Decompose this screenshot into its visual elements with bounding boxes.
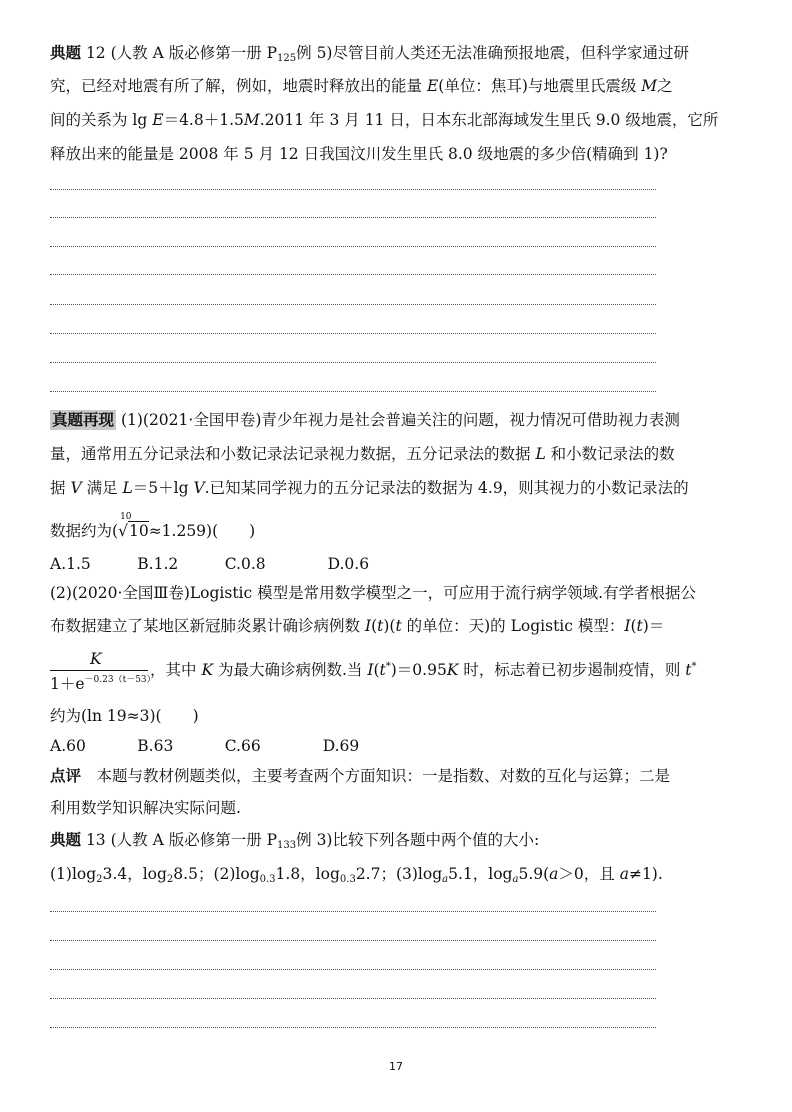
answer-line	[50, 911, 656, 912]
real-q2-line-3: ，其中 K 为最大确诊病例数.当 I(t*)＝0.95K 时，标志着已初步遏制疫情，则 t*	[150, 661, 697, 679]
page-number: 17	[389, 1060, 403, 1073]
real-q1-line-1: 真题再现 (1)(2021·全国甲卷)青少年视力是社会普遍关注的问题，视力情况可借助视力表测	[52, 411, 680, 429]
answer-line	[50, 246, 656, 247]
example-13-line-2: $(1)\log_23.4$，$\log_28.5$；$(2)\log_{0.3}1.8$，$\log_{0.3}2.7$；$(3)\log_a5.1$，$\log_a5.9(a>0$，且 a≠1).	[50, 865, 663, 885]
answer-line	[50, 1027, 656, 1028]
real-q1-options: A.1.5 B.1.2 C.0.8 D.0.6	[50, 555, 370, 573]
comment-line-2: 利用数学知识解决实际问题.	[50, 799, 241, 817]
real-q1-line-3: 据 V 满足 L＝5＋lg V.已知某同学视力的五分记录法的数据为 4.9，则其视力的小数记录法的	[50, 479, 689, 497]
answer-line	[50, 969, 656, 970]
real-q1-line-2: 量，通常用五分记录法和小数记录法记录视力数据，五分记录法的数据 L 和小数记录法的数	[50, 445, 675, 463]
real-q2-options: A.60 B.63 C.66 D.69	[50, 737, 360, 755]
answer-line	[50, 217, 656, 218]
answer-line	[50, 304, 656, 305]
fraction-denominator: $1+e^{-0.23(t-53)}$	[50, 675, 156, 693]
answer-line	[50, 998, 656, 999]
real-q2-line-2: 布数据建立了某地区新冠肺炎累计确诊病例数 I(t)(t 的单位：天)的 Logistic 模型：I(t)＝	[50, 617, 665, 635]
example-12-line-2: 究，已经对地震有所了解，例如，地震时释放出的能量 E(单位：焦耳)与地震里氏震级 M之	[50, 77, 673, 95]
comment-line-1: 点评 本题与教材例题类似，主要考查两个方面知识：一是指数、对数的互化与运算；二是	[50, 767, 671, 785]
example-12-line-4: 释放出来的能量是 2008 年 5 月 12 日我国汶川发生里氏 8.0 级地震的多少倍(精确到 1)?	[50, 145, 668, 163]
answer-line	[50, 362, 656, 363]
answer-line	[50, 189, 656, 190]
answer-line	[50, 940, 656, 941]
fraction-bar	[50, 670, 148, 671]
example-12-label: 典题	[50, 44, 82, 62]
example-12-line-3: 间的关系为 lg E＝4.8＋1.5M.2011 年 3 月 11 日，日本东北部海域发生里氏 9.0 级地震，它所	[50, 111, 719, 129]
example-13-line-1: 典题 13 (人教 A 版必修第一册 $P_{133}$例 3)比较下列各题中两个值的大小:	[50, 831, 540, 851]
example-13-label: 典题	[50, 831, 82, 849]
real-q1-line-4: 数据约为( 10 √10≈1.259)( )	[50, 512, 256, 540]
real-q2-line-1: (2)(2020·全国Ⅲ卷)Logistic 模型是常用数学模型之一，可应用于流行病学领域.有学者根据公	[50, 584, 697, 602]
answer-line	[50, 333, 656, 334]
fraction-numerator: K	[90, 650, 102, 668]
comment-label: 点评	[50, 767, 82, 785]
tenth-root: 10 √10	[118, 512, 149, 540]
answer-line	[50, 391, 656, 392]
answer-line	[50, 274, 656, 275]
example-12-line-1: 典题 12 (人教 A 版必修第一册 $P_{125}$例 5)尽管目前人类还无法准确预报地震，但科学家通过研	[50, 44, 689, 64]
logistic-fraction	[50, 650, 156, 693]
real-q2-line-4: 约为(ln 19≈3)( )	[50, 707, 199, 725]
real-exam-tag: 真题再现	[52, 411, 115, 429]
